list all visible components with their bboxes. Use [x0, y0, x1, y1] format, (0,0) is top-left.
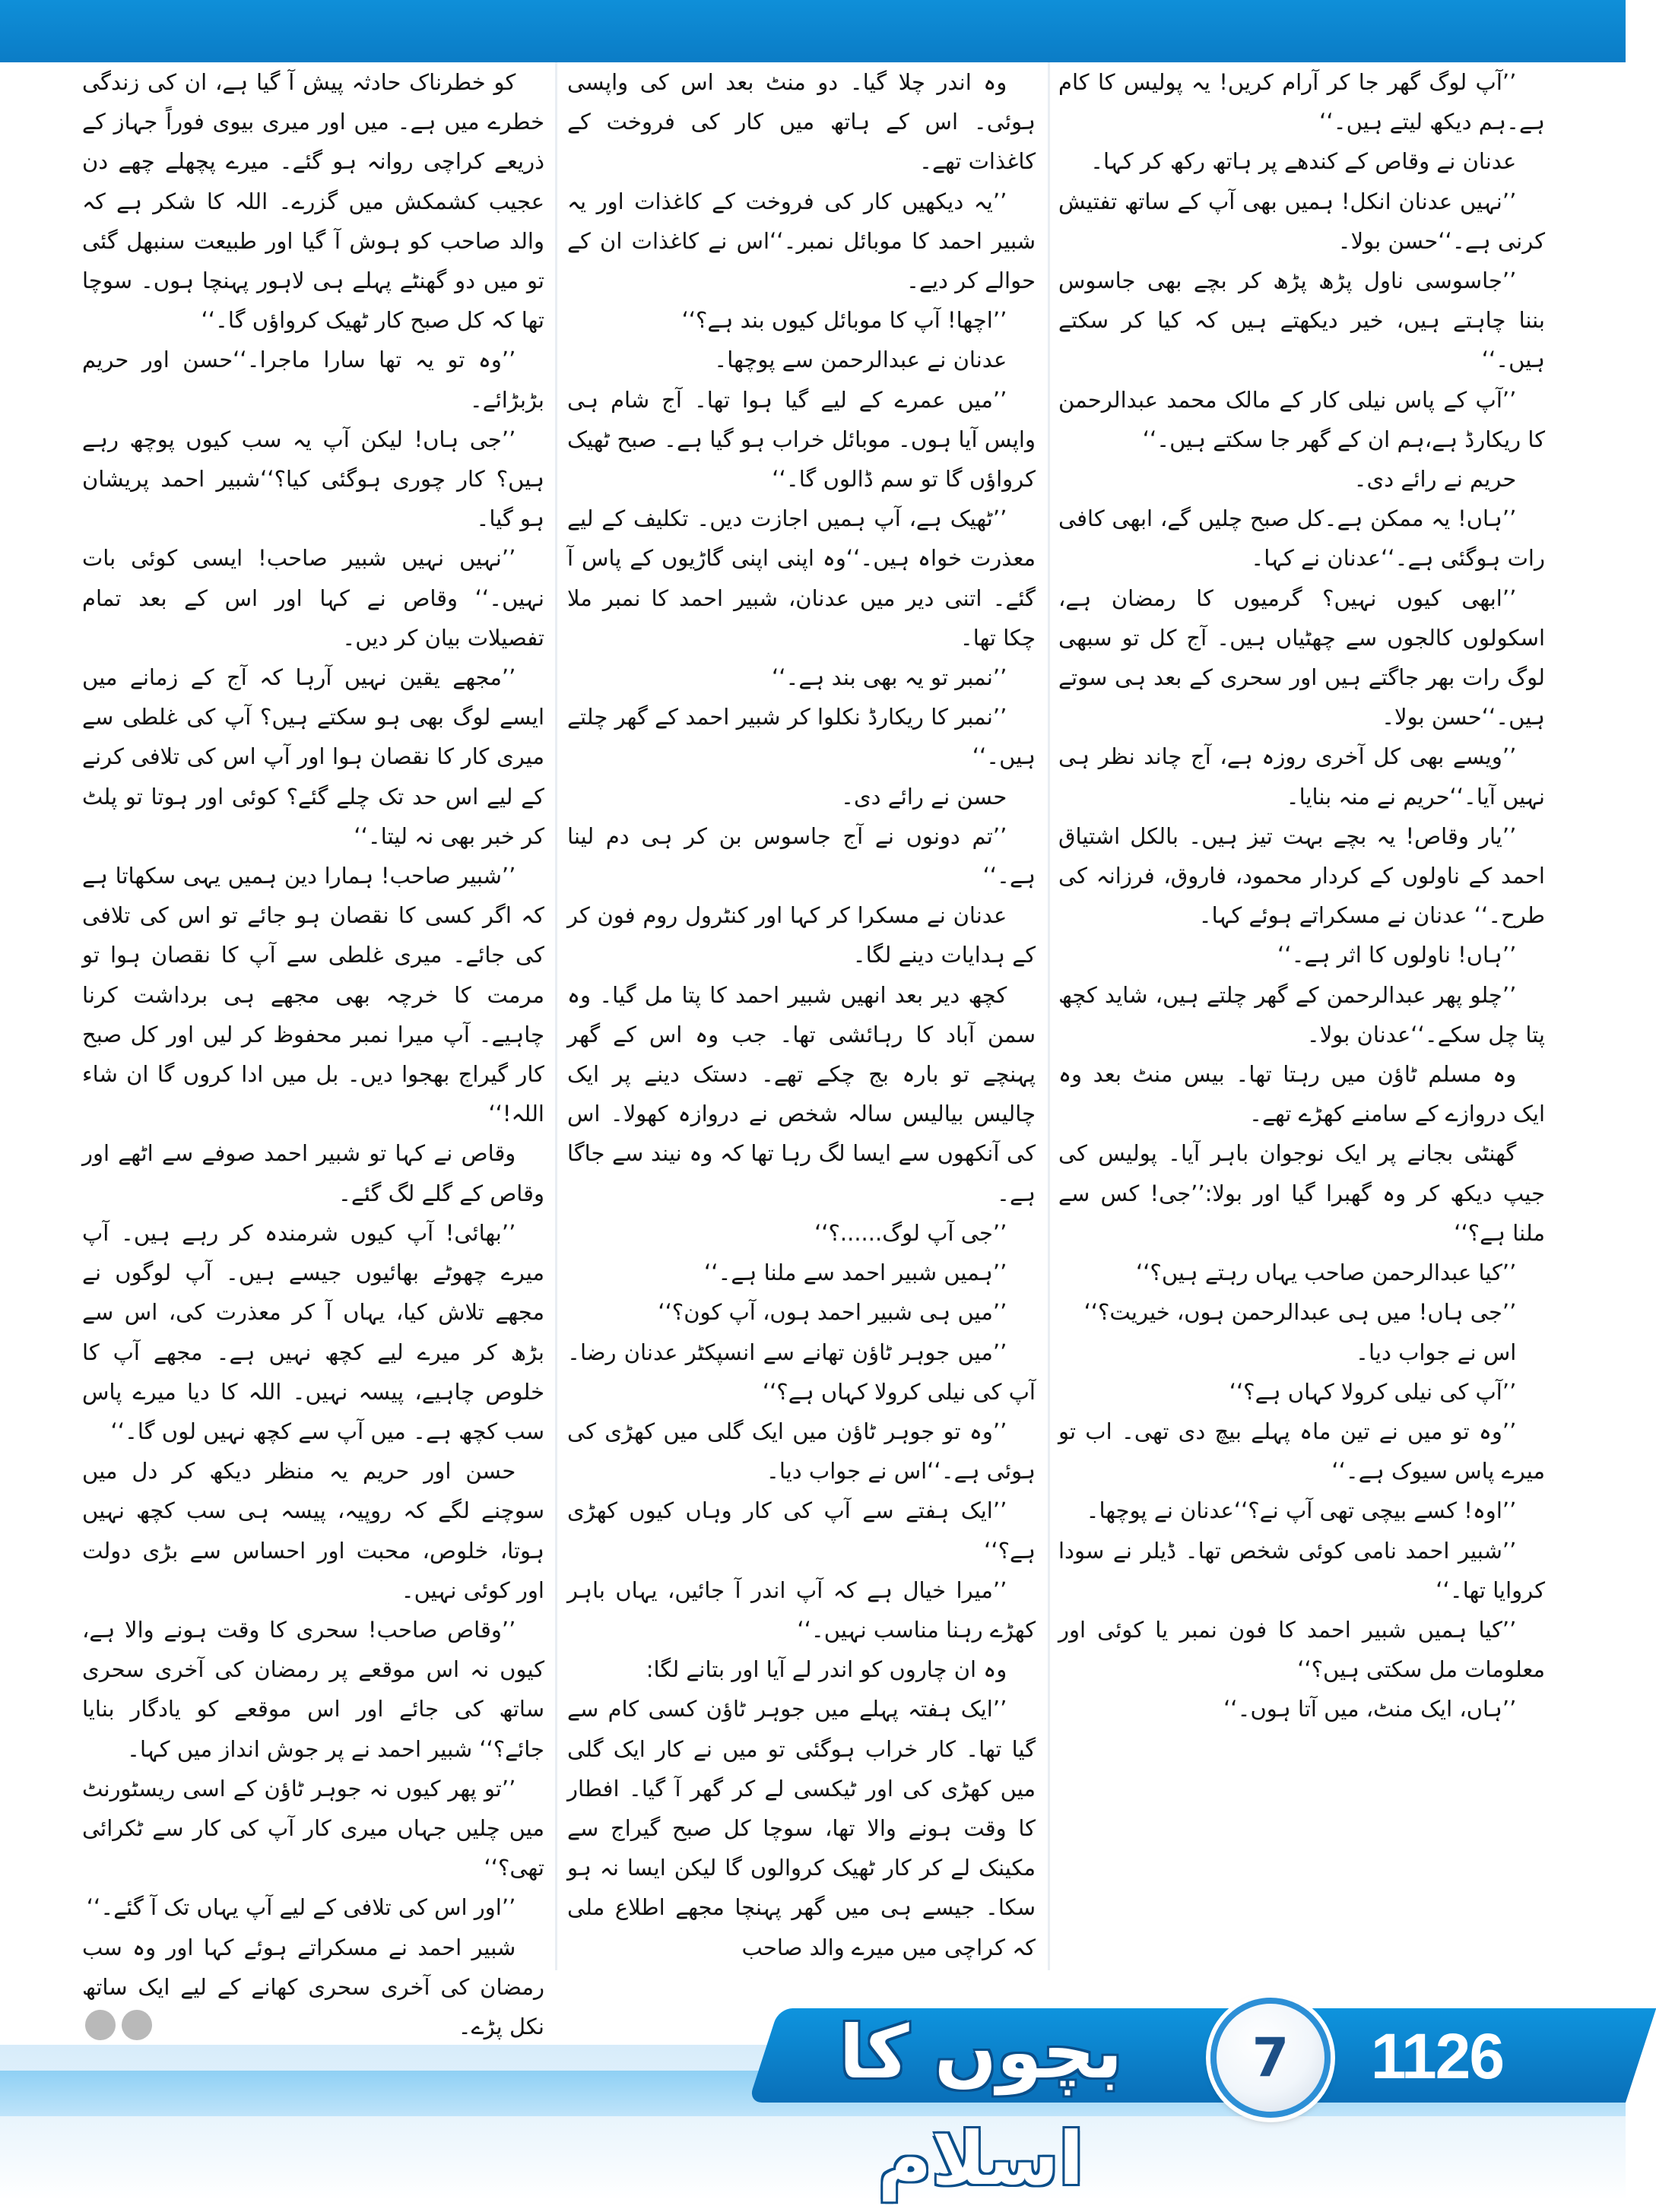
- paragraph: شبیر احمد نے مسکراتے ہوئے کہا اور وہ سب رمضان کی آخری سحری کھانے کے لیے ایک ساتھ نکل پڑے۔: [82, 1934, 544, 2039]
- paragraph: ’’نمبر کا ریکارڈ نکلوا کر شبیر احمد کے گھر چلتے ہیں۔‘‘: [567, 704, 1036, 770]
- paragraph: اس نے جواب دیا۔: [1356, 1339, 1517, 1365]
- paragraph: ’’کیا ہمیں شبیر احمد کا فون نمبر یا کوئی اور معلومات مل سکتی ہیں؟‘‘: [1058, 1616, 1545, 1683]
- paragraph: ’’نہیں نہیں شبیر صاحب! ایسی کوئی بات نہیں۔‘‘ وقاص نے کہا اور اس کے بعد تمام تفصیلات بیان کر دیں۔: [82, 545, 544, 651]
- paragraph: ’’ہاں! یہ ممکن ہے۔کل صبح چلیں گے، ابھی کافی رات ہوگئی ہے۔‘‘عدنان نے کہا۔: [1058, 505, 1545, 572]
- paragraph: ’’اوہ! کسے بیچی تھی آپ نے؟‘‘عدنان نے پوچھا۔: [1086, 1497, 1517, 1524]
- paragraph: ’’کیا عبدالرحمن صاحب یہاں رہتے ہیں؟‘‘: [1136, 1260, 1517, 1286]
- paragraph: ’’وہ تو جوہر ٹاؤن میں ایک گلی میں کھڑی کی ہوئی ہے۔‘‘اس نے جواب دیا۔: [567, 1418, 1036, 1485]
- column-divider: [1048, 62, 1050, 1970]
- paragraph: ’’آپ لوگ گھر جا کر آرام کریں! یہ پولیس کا کام ہے۔ہم دیکھ لیتے ہیں۔‘‘: [1058, 69, 1545, 135]
- text-column-left: [82, 62, 544, 2039]
- top-header-bar: [0, 0, 1626, 62]
- paragraph: ’’ابھی کیوں نہیں؟ گرمیوں کا رمضان ہے، اسکولوں کالجوں سے چھٹیاں ہیں۔ آج کل تو سبھی لوگ رات بھر جاگتے ہیں اور سحری کے بعد ہی سوتے ہیں۔‘‘حسن بولا۔: [1058, 585, 1545, 730]
- paragraph: ’’میرا خیال ہے کہ آپ اندر آ جائیں، یہاں باہر کھڑے رہنا مناسب نہیں۔‘‘: [567, 1577, 1036, 1643]
- paragraph: کو خطرناک حادثہ پیش آ گیا ہے، ان کی زندگی خطرے میں ہے۔ میں اور میری بیوی فوراً جہاز کے ذریعے کراچی روانہ ہو گئے۔ میرے پچھلے چھے دن عجیب کشمکش میں گزرے۔ اللہ کا شکر ہے کہ والد صاحب کو ہوش آ گیا اور طبیعت سنبھل گئی تو میں دو گھنٹے پہلے ہی لاہور پہنچا ہوں۔ سوچا تھا کہ کل صبح کار ٹھیک کرواؤں گا۔‘‘: [82, 69, 544, 334]
- text-column-middle: [567, 62, 1036, 1999]
- paragraph: ’’ہاں! ناولوں کا اثر ہے۔‘‘: [1277, 942, 1517, 968]
- paragraph: ’’ایک ہفتہ پہلے میں جوہر ٹاؤن کسی کام سے گیا تھا۔ کار خراب ہوگئی تو میں نے کار ایک گلی میں کھڑی کی اور ٹیکسی لے کر گھر آ گیا۔ افطار کا وقت ہونے والا تھا، سوچا کل صبح گیراج سے مکینک لے کر کار ٹھیک کروالوں گا لیکن ایسا نہ ہو سکا۔ جیسے ہی میں گھر پہنچا مجھے اطلاع ملی کہ کراچی میں میرے والد صاحب: [567, 1696, 1036, 1960]
- paragraph: ’’جی آپ لوگ......؟‘‘: [814, 1219, 1007, 1246]
- paragraph: وہ ان چاروں کو اندر لے آیا اور بتانے لگا:: [646, 1656, 1007, 1683]
- paragraph: حسن اور حریم یہ منظر دیکھ کر دل میں سوچنے لگے کہ روپیہ، پیسہ ہی سب کچھ نہیں ہوتا، خلوص، محبت اور احساس سے بڑی دولت اور کوئی نہیں۔: [82, 1458, 544, 1603]
- paragraph: ’’ویسے بھی کل آخری روزہ ہے، آج چاند نظر ہی نہیں آیا۔‘‘حریم نے منہ بنایا۔: [1058, 743, 1545, 810]
- paragraph: ’’چلو پھر عبدالرحمن کے گھر چلتے ہیں، شاید کچھ پتا چل سکے۔‘‘عدنان بولا۔: [1058, 981, 1545, 1047]
- paragraph: ’’نمبر تو یہ بھی بند ہے۔‘‘: [772, 664, 1007, 691]
- paragraph: ’’اور اس کی تلافی کے لیے آپ یہاں تک آ گئے۔‘‘: [86, 1894, 516, 1921]
- paragraph: ’’جاسوسی ناول پڑھ پڑھ کر بچے بھی جاسوس بننا چاہتے ہیں، خیر دیکھتے ہیں کہ کیا کر سکتے ہیں۔‘‘: [1058, 268, 1545, 373]
- paragraph: ’’آپ کی نیلی کرولا کہاں ہے؟‘‘: [1229, 1378, 1517, 1405]
- paragraph: ’’نہیں عدنان انکل! ہمیں بھی آپ کے ساتھ تفتیش کرنی ہے۔‘‘حسن بولا۔: [1058, 188, 1545, 254]
- paragraph: ’’شبیر صاحب! ہمارا دین ہمیں یہی سکھاتا ہے کہ اگر کسی کا نقصان ہو جائے تو اس کی تلافی کی جائے۔ میری غلطی سے آپ کا نقصان ہوا تو مرمت کا خرچہ بھی مجھے ہی برداشت کرنا چاہیے۔ آپ میرا نمبر محفوظ کر لیں اور کل صبح کار گیراج بھجوا دیں۔ بل میں ادا کروں گا ان شاء اللہ!‘‘: [82, 863, 544, 1127]
- paragraph: عدنان نے مسکرا کر کہا اور کنٹرول روم فون کر کے ہدایات دینے لگا۔: [567, 902, 1036, 968]
- page-number: 1126: [1370, 2020, 1504, 2092]
- paragraph: ’’بھائی! آپ کیوں شرمندہ کر رہے ہیں۔ آپ میرے چھوٹے بھائیوں جیسے ہیں۔ آپ لوگوں نے مجھے تلاش کیا، یہاں آ کر معذرت کی، اس سے بڑھ کر میرے لیے کچھ نہیں ہے۔ مجھے آپ کا خلوص چاہیے، پیسہ نہیں۔ اللہ کا دیا میرے پاس سب کچھ ہے۔ میں آپ سے کچھ نہیں لوں گا۔‘‘: [82, 1219, 544, 1444]
- text-column-right: [1058, 62, 1545, 1999]
- paragraph: کچھ دیر بعد انھیں شبیر احمد کا پتا مل گیا۔ وہ سمن آباد کا رہائشی تھا۔ جب وہ اس کے گھر پہنچے تو بارہ بج چکے تھے۔ دستک دینے پر ایک چالیس بیالیس سالہ شخص نے دروازہ کھولا۔ اس کی آنکھوں سے ایسا لگ رہا تھا کہ وہ نیند سے جاگا ہے۔: [567, 981, 1036, 1206]
- paragraph: ’’میں ہی شبیر احمد ہوں، آپ کون؟‘‘: [658, 1299, 1007, 1326]
- column-divider: [555, 62, 557, 1970]
- paragraph: ’’شبیر احمد نامی کوئی شخص تھا۔ ڈیلر نے سودا کروایا تھا۔‘‘: [1058, 1537, 1545, 1603]
- paragraph: ’’میں جوہر ٹاؤن تھانے سے انسپکٹر عدنان رضا۔ آپ کی نیلی کرولا کہاں ہے؟‘‘: [567, 1339, 1036, 1405]
- paragraph: وقاص نے کہا تو شبیر احمد صوفے سے اٹھے اور وقاص کے گلے لگ گئے۔: [82, 1140, 544, 1206]
- issue-badge: [1210, 1998, 1331, 2118]
- paragraph: ’’تم دونوں نے آج جاسوس بن کر ہی دم لینا ہے۔‘‘: [567, 822, 1036, 889]
- paragraph: عدنان نے وقاص کے کندھے پر ہاتھ رکھ کر کہا۔: [1090, 148, 1517, 175]
- paragraph: ’’ہمیں شبیر احمد سے ملنا ہے۔‘‘: [704, 1260, 1007, 1286]
- paragraph: ’’ایک ہفتے سے آپ کی کار وہاں کیوں کھڑی ہے؟‘‘: [567, 1497, 1036, 1564]
- paragraph: ’’جی ہاں! لیکن آپ یہ سب کیوں پوچھ رہے ہیں؟ کار چوری ہوگئی کیا؟‘‘شبیر احمد پریشان ہو گیا۔: [82, 426, 544, 532]
- paragraph: حسن نے رائے دی۔: [840, 783, 1007, 810]
- paragraph: ’’ٹھیک ہے، آپ ہمیں اجازت دیں۔ تکلیف کے لیے معذرت خواہ ہیں۔‘‘وہ اپنی اپنی گاڑیوں کے پاس آ گئے۔ اتنی دیر میں عدنان، شبیر احمد کا نمبر ملا چکا تھا۔: [567, 505, 1036, 651]
- paragraph: ’’وہ تو میں نے تین ماہ پہلے بیچ دی تھی۔ اب تو میرے پاس سیوک ہے۔‘‘: [1058, 1418, 1545, 1485]
- magazine-logo: بچوں کا اسلام: [839, 2010, 1123, 2201]
- paragraph: وہ اندر چلا گیا۔ دو منٹ بعد اس کی واپسی ہوئی۔ اس کے ہاتھ میں کار کی فروخت کے کاغذات تھے۔: [567, 69, 1036, 175]
- paragraph: ’’میں عمرے کے لیے گیا ہوا تھا۔ آج شام ہی واپس آیا ہوں۔ موبائل خراب ہو گیا ہے۔ صبح ٹھیک کرواؤں گا تو سم ڈالوں گا۔‘‘: [567, 386, 1036, 493]
- dot-icon: [85, 2010, 116, 2040]
- paragraph: ’’وہ تو یہ تھا سارا ماجرا۔‘‘حسن اور حریم بڑبڑائے۔: [82, 347, 544, 413]
- paragraph: ’’تو پھر کیوں نہ جوہر ٹاؤن کے اسی ریسٹورنٹ میں چلیں جہاں میری کار آپ کی کار سے ٹکرائی تھی؟‘‘: [82, 1775, 544, 1881]
- paragraph: ’’اچھا! آپ کا موبائل کیوں بند ہے؟‘‘: [681, 307, 1007, 334]
- paragraph: ’’یہ دیکھیں کار کی فروخت کے کاغذات اور یہ شبیر احمد کا موبائل نمبر۔‘‘اس نے کاغذات ان کے حوالے کر دیے۔: [567, 188, 1036, 294]
- paragraph: ’’آپ کے پاس نیلی کار کے مالک محمد عبدالرحمن کا ریکارڈ ہے،ہم ان کے گھر جا سکتے ہیں۔‘‘: [1058, 386, 1545, 452]
- paragraph: گھنٹی بجانے پر ایک نوجوان باہر آیا۔ پولیس کی جیپ دیکھ کر وہ گھبرا گیا اور بولا:’’جی! کس سے ملنا ہے؟‘‘: [1058, 1140, 1545, 1246]
- paragraph: عدنان نے عبدالرحمن سے پوچھا۔: [714, 347, 1007, 373]
- paragraph: وہ مسلم ٹاؤن میں رہتا تھا۔ بیس منٹ بعد وہ ایک دروازے کے سامنے کھڑے تھے۔: [1058, 1061, 1545, 1127]
- paragraph: ’’یار وقاص! یہ بچے بہت تیز ہیں۔ بالکل اشتیاق احمد کے ناولوں کے کردار محمود، فاروق، فرزانہ کی طرح۔‘‘ عدنان نے مسکراتے ہوئے کہا۔: [1058, 822, 1545, 929]
- issue-number: 7: [1252, 2027, 1290, 2089]
- paragraph: ’’مجھے یقین نہیں آرہا کہ آج کے زمانے میں ایسے لوگ بھی ہو سکتے ہیں؟ آپ کی غلطی سے میری کار کا نقصان ہوا اور آپ اس کی تلافی کرنے کے لیے اس حد تک چلے گئے؟ کوئی اور ہوتا تو پلٹ کر خبر بھی نہ لیتا۔‘‘: [82, 664, 544, 849]
- paragraph: ’’وقاص صاحب! سحری کا وقت ہونے والا ہے، کیوں نہ اس موقعے پر رمضان کی آخری سحری ساتھ کی جائے اور اس موقعے کو یادگار بنایا جائے؟‘‘ شبیر احمد نے پر جوش انداز میں کہا۔: [82, 1616, 544, 1762]
- end-of-story-dots: [85, 2010, 152, 2040]
- dot-icon: [122, 2010, 152, 2040]
- paragraph: ’’ہاں، ایک منٹ، میں آتا ہوں۔‘‘: [1223, 1696, 1517, 1722]
- paragraph: حریم نے رائے دی۔: [1353, 466, 1517, 493]
- paragraph: ’’جی ہاں! میں ہی عبدالرحمن ہوں، خیریت؟‘‘: [1083, 1299, 1517, 1326]
